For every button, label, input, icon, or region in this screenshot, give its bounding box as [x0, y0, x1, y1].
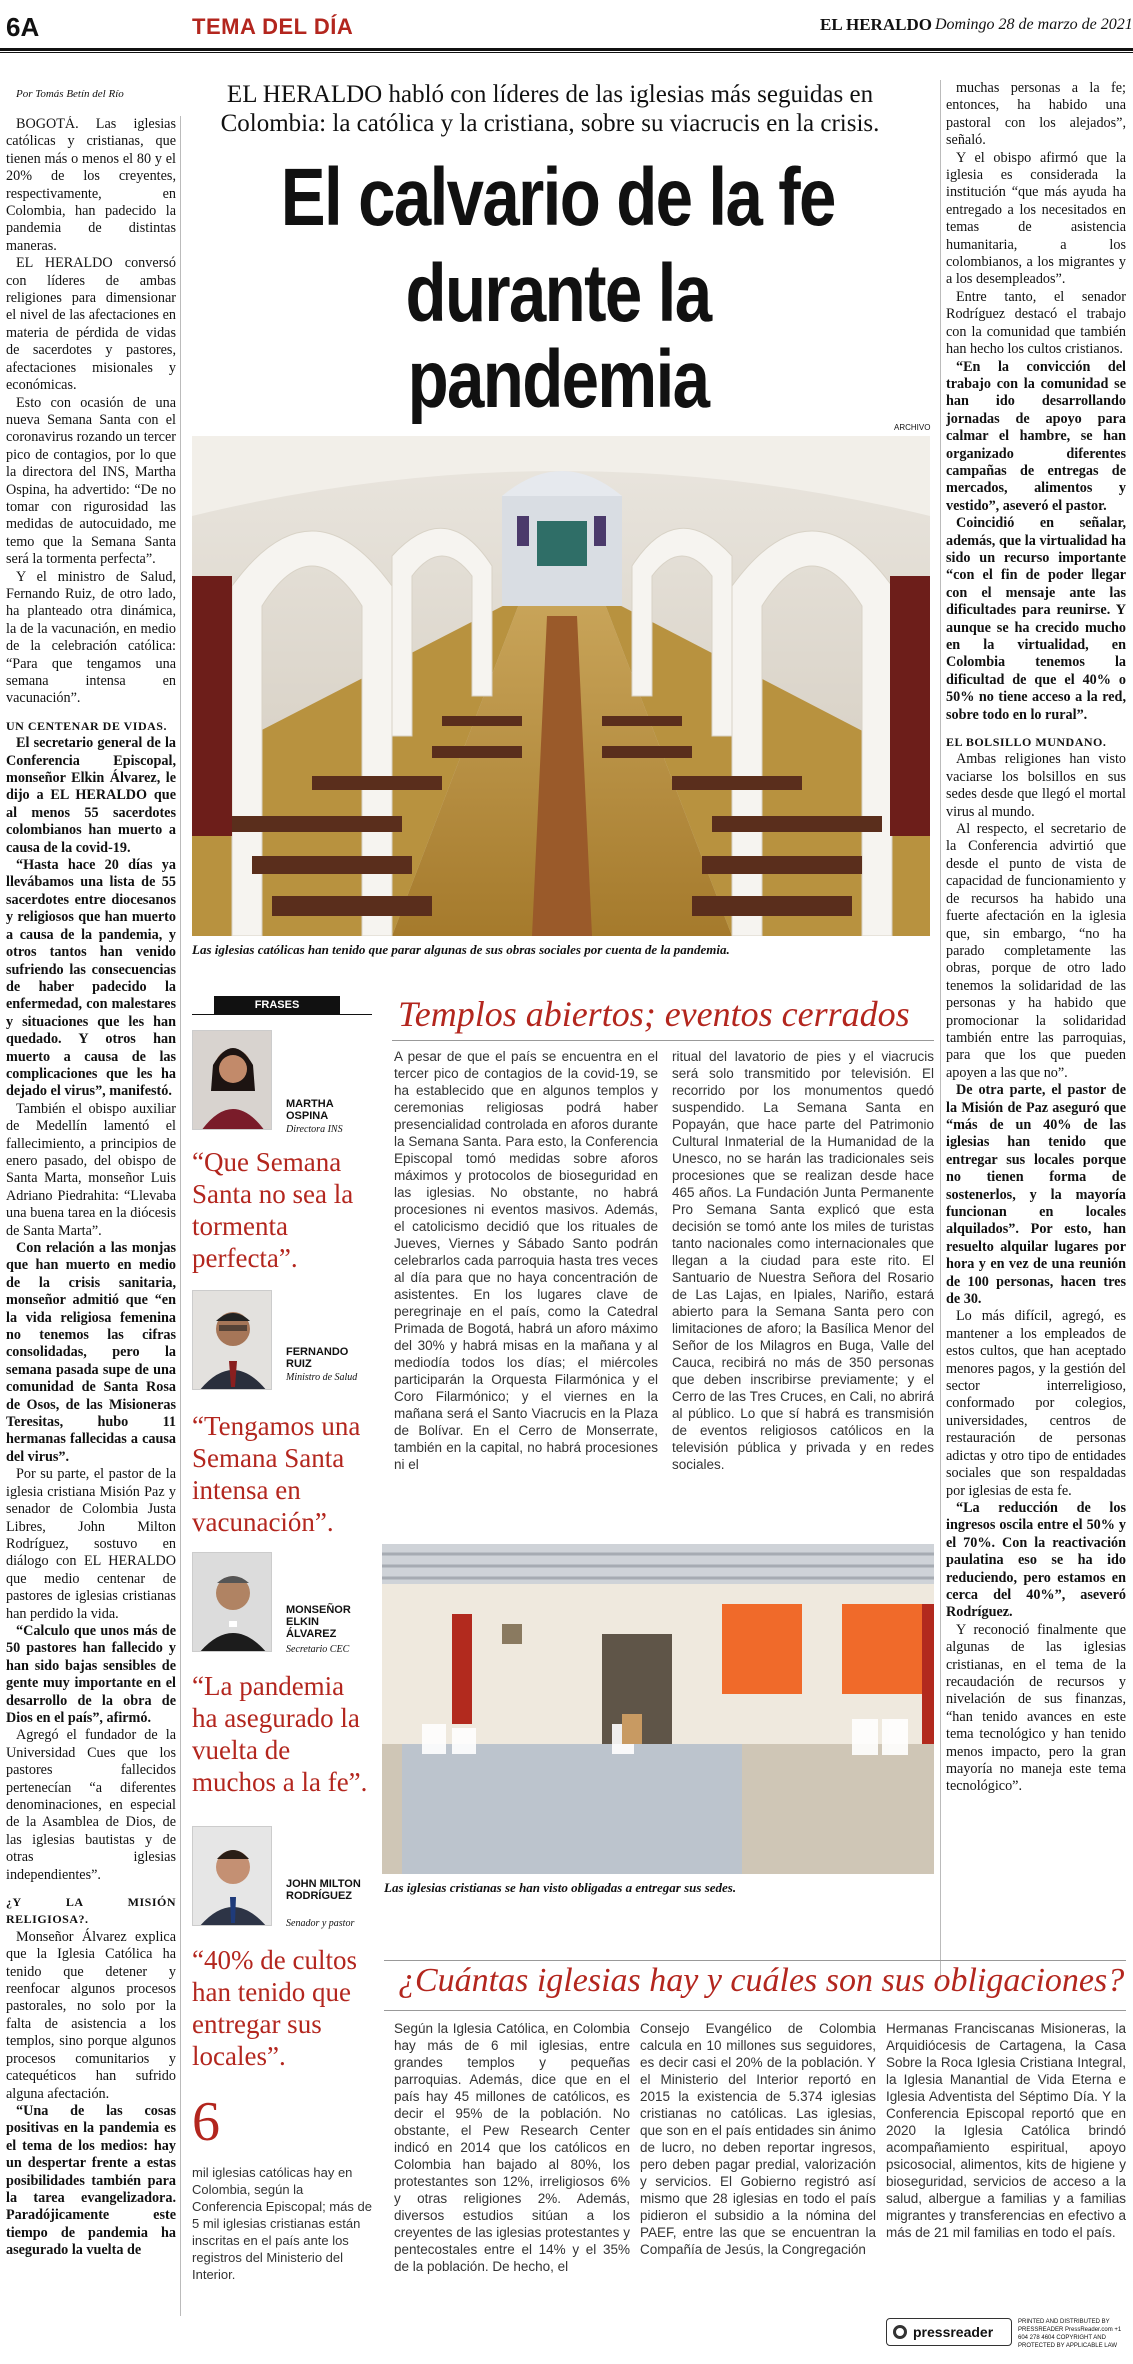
quote-author-role: Ministro de Salud — [286, 1372, 358, 1383]
quote-text: “40% de cultos han tenido que entregar sus locales”. — [192, 1945, 357, 2071]
church-hall-photo — [382, 1544, 934, 1874]
left-column — [6, 116, 176, 2316]
section-title: TEMA DEL DÍA — [192, 14, 354, 39]
issue-date: Domingo 28 de marzo de 2021 — [935, 16, 1133, 33]
newspaper-name: EL HERALDO — [820, 15, 932, 34]
quote-author-name: FERNANDO RUIZ — [286, 1346, 349, 1370]
headline-line-1: El calvario de la fe — [281, 152, 835, 243]
paragraph: El secretario general de la Conferencia Episcopal, monseñor Elkin Álvarez, le dijo a EL HERALDO que al menos 55 sacerdotes colombianos han muerto a causa de la covid-19. — [6, 735, 176, 856]
photo-caption: Las iglesias cristianas se han visto obligadas a entregar sus sedes. — [384, 1880, 737, 1895]
box-column: ritual del lavatorio de pies y el viacrucis será solo transmitido por televisión. El recorrido por los monumentos quedó suspendido. La Semana Santa en Popayán, que hace parte del Patrimonio Cultural Inmaterial de la Humanidad de la Unesco, no se harán las tradicionales seis procesiones que se realizan desde hace 465 años. La Fundación Junta Permanente Pro Semana Santa explicó que esta decisión se tomó ante los miles de turistas tanto nacionales como internacionales que llegan a la ciudad para este rito. El Santuario de Nuestra Señora del Rosario de Las Lajas, en Ipiales, Nariño, estará abierto para la Semana Santa pero con limitaciones de aforo; la Basílica Menor del Señor de los Milagros en Buga, Valle del Cauca, recibirá no más de 350 personas que deben inscribirse previamente; y el Cerro de las Tres Cruces, en Cali, no abrirá al público. Lo que sí habrá es transmisión de eventos religiosos católicos en la televisión pública y privada y en redes sociales. — [672, 1049, 934, 1472]
paragraph: Lo más difícil, agregó, es mantener a los empleados de estos cultos, que han aceptado menores pagos, y la gestión del sector interreligioso, conformado por colegios, universidades, centros de restauración de personas adictas y otro tipo de entidades sociales que son respaldadas por iglesias de esta fe. — [946, 1308, 1126, 1499]
box-column: Consejo Evangélico de Colombia calcula en 10 millones sus seguidores, es decir casi el 20% de la población. Y el Ministerio del Interior reportó en 2015 la existencia de 5.374 iglesias cristianas no católicas. Las iglesias, que son en el país entidades sin ánimo de lucro, no deben reportar ingresos, pero deben pagar predial, valorización y servicios. El Gobierno registró así mismo que 28 iglesias en todo el país pidieron el subsidio a la nómina del PAEF, entre las que se encuentran la Compañía de Jesús, la Congregación — [640, 2021, 876, 2257]
avatar — [192, 1826, 272, 1926]
header-rule-thin — [0, 52, 1133, 53]
paragraph: “Hasta hace 20 días ya llevábamos una lista de 55 sacerdotes entre diocesanos y religiosos que han muerto a causa de la pandemia, y otros tantos han venido sufriendo las consecuencias de haber padecido la enfermedad, con malestares y situaciones que les han quedado. Y otros han muerto a causa de las complicaciones que les ha dejado el virus”, manifestó. — [6, 857, 176, 1100]
pressreader-brand: pressreader — [913, 2324, 994, 2340]
box-column: A pesar de que el país se encuentra en el tercer pico de contagios de la covid-19, se ha establecido que en algunos templos y ceremonias religiosas podrá haber presencialidad controlada en aforos durante la Semana Santa. Para esto, la Conferencia Episcopal tomó medidas sobre aforos máximos y protocolos de bioseguridad en las iglesias. No obstante, no habrá procesiones ni eventos masivos. Además, el catolicismo decidió que los rituales de Jueves, Viernes y Sábado Santo podrán celebrarlos cada parroquia hasta tres veces al día para que no haya concentración de asistentes. En los lugares clave de peregrinaje en el país, como la Catedral Primada de Bogotá, habrá un aforo máximo del 30% y habrá misas en la mañana y al mediodía todos los días; el miércoles participarán la Orquesta Filarmónica y el Coro Filarmónico; y el viernes en la mañana será el Santo Viacrucis en la Plaza de Bolívar. En el Cerro de Monserrate, también en la capital, no habrá procesiones ni el — [394, 1049, 658, 1472]
quote-author-role: Senador y pastor — [286, 1918, 355, 1929]
paragraph: muchas personas a la fe; entonces, ha habido una pastoral con los alejados”, señaló. — [946, 80, 1126, 149]
big-number: 6 — [192, 2091, 220, 2153]
quote-author-role: Directora INS — [286, 1124, 343, 1135]
pressreader-logo — [886, 2318, 1012, 2346]
quote-author-role: Secretario CEC — [286, 1644, 350, 1655]
paragraph: “En la convicción del trabajo con la comunidad se han ido desarrollando jornadas de apoyo para calmar el hambre, se han organizado diferentes campañas de entregas de mercados, alimentos y vestido”, aseveró el pastor. — [946, 358, 1126, 514]
box-rule — [384, 1960, 1126, 1961]
paragraph: Coincidió en señalar, además, que la virtualidad ha sido un recurso importante “con el fin de poder llegar con el mensaje ante las dificultades para reunirse. Y aunque se ha crecido mucho en la virtualidad, en Colombia tenemos la dificultad de que el 40% o 50% no tiene acceso a la red, sobre todo en lo rural”. — [946, 515, 1126, 723]
paragraph: También el obispo auxiliar de Medellín lamentó el fallecimiento, a principios de enero pasado, del obispo de Santa Marta, monseñor Luis Adriano Piedrahita: “Llevaba una buena tarea en la diócesis de Santa Marta”. — [6, 1100, 176, 1239]
big-number-text: mil iglesias católicas hay en Colombia, según la Conferencia Episcopal; más de 5 mil iglesias cristianas están inscritas en el país ante los registros del Ministerio del Interior. — [192, 2165, 372, 2282]
paragraph: “La reducción de los ingresos oscila entre el 50% y el 70%. Con la reactivación paulatina eso se ha ido reduciendo, pero estamos en cerca del 40%”, aseveró Rodríguez. — [946, 1499, 1126, 1621]
paragraph: Entre tanto, el senador Rodríguez destacó el trabajo con la comunidad que también han hecho los cultos cristianos. — [946, 288, 1126, 358]
paragraph: Y reconoció finalmente que algunas de las iglesias cristianas, en el tema de la recaudación de recursos y nivelación de sus finanzas, “han tenido avances en este tema tecnológico y han tenido menos impacto, pero la gran mayoría no maneja este tema tecnológico”. — [946, 1621, 1126, 1795]
avatar — [192, 1290, 272, 1390]
quote-text: “Que Semana Santa no sea la tormenta perfecta”. — [192, 1147, 354, 1273]
subhead: ¿Y LA MISIÓN RELIGIOSA?. — [6, 1895, 176, 1927]
byline: Por Tomás Betín del Río — [16, 88, 124, 100]
box-title: ¿Cuántas iglesias hay y cuáles son sus obligaciones? — [398, 1962, 1125, 1999]
box-column: Hermanas Franciscanas Misioneras, la Arquidiócesis de Cartagena, la Casa Sobre la Roca Iglesia Cristiana Integral, la Iglesia Manantial de Vida Eterna e Iglesia Adventista del Séptimo Día. Y la Conferencia Episcopal reportó que en 2020 la Iglesia Católica brindó acompañamiento espiritual, apoyo psicosocial, alimentos, kits de higiene y bioseguridad, servicios de acceso a la salud, albergue a familias y a familias migrantes y transferencias en efectivo a más de 21 mil familias en todo el país. — [886, 2021, 1126, 2240]
paragraph: Por su parte, el pastor de la iglesia cristiana Misión Paz y senador de Colombia Justa Libres, John Milton Rodríguez, sostuvo en diálogo con EL HERALDO que medio centenar de pastores de iglesias cristianas han perdido la vida. — [6, 1466, 176, 1622]
paragraph: EL HERALDO conversó con líderes de ambas religiones para dimensionar el nivel de las afectaciones en materia de pérdida de vidas de sacerdotes y pastores, afectaciones misionales y económicas. — [6, 255, 176, 394]
subhead: EL BOLSILLO MUNDANO. — [946, 735, 1107, 750]
paragraph: Con relación a las monjas que han muerto en medio de la crisis sanitaria, monseñor admitió que “en la vida religiosa femenina no tenemos las cifras consolidadas, pero la semana pasada supe de una comunidad de Santa Rosa de Osos, de las Misioneras Teresitas, hubo 11 hermanas fallecidas a causa del virus”. — [6, 1240, 176, 1465]
church-interior-photo — [192, 436, 930, 936]
frases-header: FRASES — [214, 996, 340, 1014]
paragraph: Al respecto, el secretario de la Conferencia advirtió que desde el punto de vista de capacidad de funcionamiento y de recursos ha habido una fuerte afectación en la iglesia que, sin embargo, “no ha parado completamente las obras, porque de otro lado tenemos la solidaridad de las personas y ha habido que promocionar la solidaridad también entre las parroquias, para que los que pueden apoyen a las que no”. — [946, 821, 1126, 1081]
paragraph: BOGOTÁ. Las iglesias católicas y cristianas, que tienen más o menos el 80 y el 20% de los creyentes, respectivamente, en Colombia, han padecido la pandemia de distintas maneras. — [6, 116, 176, 254]
box-column: Según la Iglesia Católica, en Colombia hay más de 6 mil iglesias, entre grandes templos y pequeñas parroquias. Además, dice que en el país hay 45 millones de católicos, es decir el 95% de la población. No obstante, el Pew Research Center indicó en 2014 que los católicos en Colombia han bajado al 80%, los protestantes son 12%, irreligiosos 6% y otras religiones 2%. Además, diversos estudios sitúan a los creyentes de las iglesias protestantes y pentecostales entre el 14% y el 35% de la población. De hecho, el — [394, 2021, 630, 2274]
quote-text: “La pandemia ha asegurado la vuelta de muchos a la fe”. — [192, 1671, 368, 1797]
paragraph: Y el obispo afirmó que la iglesia es considerada la institución “que más ayuda ha entregado a los necesitados en temas de asistencia humanitaria, a los colombianos, a los migrantes y a los desempleados”. — [946, 149, 1126, 288]
paragraph: Esto con ocasión de una nueva Semana Santa con el coronavirus rozando un tercer pico de contagios, por lo que la directora del INS, Martha Ospina, ha advertido: “De no tomar con rigurosidad las medidas de autocuidado, me temo que la Semana Santa será la tormenta perfecta”. — [6, 394, 176, 568]
avatar — [192, 1552, 272, 1652]
quote-text: “Tengamos una Semana Santa intensa en vacunación”. — [192, 1411, 361, 1537]
paragraph: “Calculo que unos más de 50 pastores han fallecido y han sido bajas sensibles de gente muy importante en el desarrollo de la obra de Dios en el país”, afirmó. — [6, 1622, 176, 1726]
quote-author-name: MARTHA OSPINA — [286, 1098, 334, 1122]
quote-author-name: JOHN MILTON RODRÍGUEZ — [286, 1878, 361, 1902]
photo-caption: Las iglesias católicas han tenido que parar algunas de sus obras sociales por cuenta de la pandemia. — [192, 942, 730, 957]
column-divider — [940, 80, 941, 1980]
kicker: EL HERALDO habló con líderes de las iglesias más seguidas en Colombia: la católica y la cristiana, sobre su viacrucis en la crisis. — [220, 81, 880, 137]
box-title: Templos abiertos; eventos cerrados — [398, 994, 910, 1034]
box-rule — [384, 2010, 1126, 2011]
frases-rule — [192, 1014, 372, 1015]
avatar — [192, 1030, 272, 1130]
quote-author-name: MONSEÑOR ELKIN ÁLVAREZ — [286, 1604, 351, 1640]
paragraph: Agregó el fundador de la Universidad Cues que los pastores fallecidos pertenecían “a diferentes denominaciones, en especial de la Asamblea de Dios, de las iglesias bautistas y de otras iglesias independientes”. — [6, 1727, 176, 1883]
paragraph: Monseñor Álvarez explica que la Iglesia Católica ha tenido que detener y reenfocar algunos procesos pastorales, no solo por la falta de asistencia a los templos, sino porque algunos procesos comunitarios y catequéticos han sufrido alguna afectación. — [6, 1928, 176, 2102]
paragraph: De otra parte, el pastor de la Misión de Paz aseguró que “más de un 40% de las iglesias han tenido que entregar sus locales porque no tienen forma de sostenerlos, y la mayoría funcionan en locales alquilados”. Por esto, han resuelto alquilar lugares por hora y en vez de una reunión de 100 personas, hacen tres de 30. — [946, 1082, 1126, 1308]
header-rule — [0, 48, 1133, 51]
photo-credit: ARCHIVO — [894, 423, 931, 432]
headline — [198, 152, 918, 425]
pressreader-logo-icon — [893, 2325, 907, 2339]
paragraph: “Una de las cosas positivas en la pandemia es el tema de los medios: hay un despertar frente a estas posibilidades también para la tarea evangelizadora. Paradójicamente este tiempo de pandemia ha asegurado la vuelta de — [6, 2102, 176, 2259]
page-number: 6A — [6, 12, 40, 42]
box-rule — [392, 1040, 934, 1041]
paragraph: Y el ministro de Salud, Fernando Ruiz, de otro lado, ha planteado otra dinámica, la de la vacunación, en medio de la celebración católica: “Para que tengamos una semana intensa en vacunación”. — [6, 568, 176, 707]
right-column — [946, 80, 1126, 1980]
column-divider — [180, 116, 181, 2316]
subhead: UN CENTENAR DE VIDAS. — [6, 718, 167, 733]
pressreader-meta: PRINTED AND DISTRIBUTED BY PRESSREADER PressReader.com +1 604 278 4604 COPYRIGHT AND PROTECTED BY APPLICABLE LAW — [1018, 2319, 1122, 2349]
paragraph: Ambas religiones han visto vaciarse los bolsillos en sus sedes desde que llegó el mortal virus al mundo. — [946, 751, 1126, 820]
headline-line-2: durante la pandemia — [405, 248, 711, 425]
